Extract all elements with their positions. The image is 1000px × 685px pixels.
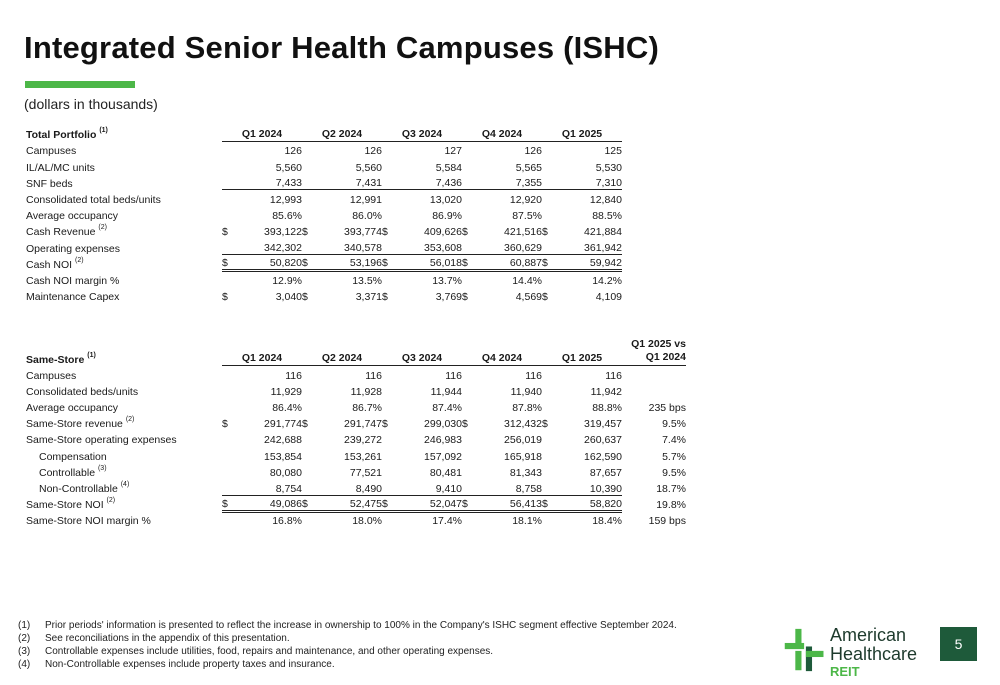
row-label: SNF beds [26,177,73,190]
table-row [26,366,686,382]
green-cross-logo-icon [783,627,827,673]
table-cell: 11,940 [510,385,542,398]
quarter-header: Q2 2024 [302,338,382,366]
currency-symbol [542,190,556,206]
table-cell: 87.5% [512,210,542,223]
table-row [26,463,686,479]
table-cell: 14.2% [592,274,622,287]
table-cell: 127 [444,145,462,158]
table-row [26,141,622,157]
table-row [26,414,686,430]
currency-symbol [222,206,236,222]
currency-symbol [302,366,316,382]
row-label: Cash Revenue $^{(2)}$ [26,224,107,239]
table-cell: 4,569 [515,291,542,304]
currency-symbol: $ [382,291,388,304]
currency-symbol [462,238,476,254]
row-label: Same-Store NOI $^{(2)}$ [26,497,116,512]
variance-cell: 5.7% [662,450,686,463]
currency-symbol [462,271,476,287]
row-label: Compensation [39,450,107,463]
table-cell: 12,993 [269,193,302,206]
table-row [26,271,622,287]
currency-symbol [382,238,396,254]
table-cell: 88.8% [592,402,622,415]
currency-symbol [462,430,476,446]
table-cell: 81,343 [509,466,542,479]
table-cell: 125 [604,145,622,158]
currency-symbol [382,430,396,446]
table-cell: 116 [525,369,542,382]
currency-symbol: $ [542,418,548,431]
total-portfolio-header-row [26,125,622,141]
table-cell: 17.4% [432,515,462,528]
currency-symbol [222,174,236,190]
currency-symbol: $ [302,226,308,239]
table-cell: 60,887 [476,255,542,271]
currency-symbol [542,479,556,495]
currency-symbol [462,174,476,190]
currency-symbol [302,511,316,527]
variance-cell: 9.5% [662,418,686,431]
currency-symbol [222,141,236,157]
table-cell: 153,854 [264,450,302,463]
currency-symbol: $ [302,418,308,431]
table-cell: 126 [364,145,382,158]
table-cell: 12,920 [509,193,542,206]
table-cell: 13.5% [352,274,382,287]
table-cell: 56,413 [476,495,542,511]
currency-symbol [302,430,316,446]
currency-symbol: $ [462,495,476,511]
table-cell: 7,431 [316,174,382,190]
same-store-table [26,338,686,527]
table-cell: 16.8% [272,515,302,528]
row-label: Controllable $^{(3)}$ [39,464,107,479]
currency-symbol [542,511,556,527]
table-cell: 13.7% [432,274,462,287]
footnote: (2) See reconciliations in the appendix of this presentation. [18,633,290,644]
currency-symbol [542,238,556,254]
table-cell: 52,047 [396,495,462,511]
currency-symbol [382,463,396,479]
currency-symbol [222,479,236,495]
table-cell: 11,942 [590,385,622,398]
table-cell: 3,040 [275,291,302,304]
table-cell: 5,560 [355,161,382,174]
table-cell: 12,991 [349,193,382,206]
table-cell: 12,840 [589,193,622,206]
currency-symbol [222,398,236,414]
table-cell: 239,272 [344,434,382,447]
row-label: Consolidated beds/units [26,385,139,398]
currency-symbol [382,157,396,173]
variance-cell [622,366,686,382]
currency-symbol [302,206,316,222]
currency-symbol: $ [302,291,308,304]
table-row [26,206,622,222]
currency-symbol [222,190,236,206]
table-cell: 56,018 [396,255,462,271]
row-label: Cash NOI margin % [26,274,120,287]
table-cell: 4,109 [595,291,622,304]
currency-symbol [542,463,556,479]
table-row [26,287,622,303]
table-cell: 77,521 [349,466,382,479]
table-row [26,190,622,206]
currency-symbol: $ [222,495,236,511]
currency-symbol [542,271,556,287]
currency-symbol: $ [462,226,468,239]
row-label: Operating expenses [26,242,120,255]
quarter-header: Q3 2024 [382,338,462,366]
currency-symbol [382,398,396,414]
currency-symbol [302,463,316,479]
table-cell: 80,080 [269,466,302,479]
table-row [26,174,622,190]
table-cell: 421,516 [504,226,542,239]
currency-symbol: $ [222,226,228,239]
table-cell: 157,092 [424,450,462,463]
currency-symbol [462,382,476,398]
currency-symbol [542,141,556,157]
currency-symbol [542,398,556,414]
table-cell: 58,820 [556,495,622,511]
table-cell: 3,769 [435,291,462,304]
quarter-header: Q1 2024 [222,338,302,366]
table-cell: 291,747 [344,418,382,431]
table-cell: 299,030 [424,418,462,431]
currency-symbol [542,382,556,398]
currency-symbol: $ [222,418,228,431]
table-cell: 340,578 [316,238,382,254]
currency-symbol [462,206,476,222]
currency-symbol [302,446,316,462]
currency-symbol [222,382,236,398]
table-cell: 7,433 [236,174,302,190]
currency-symbol [462,446,476,462]
table-cell: 18.4% [592,515,622,528]
currency-symbol [462,190,476,206]
variance-cell: 18.7% [656,483,686,495]
currency-symbol: $ [462,418,468,431]
table-cell: 246,983 [424,434,462,447]
quarter-header: Q4 2024 [462,338,542,366]
table-cell: 361,942 [556,238,622,254]
currency-symbol [462,141,476,157]
footnote: (3) Controllable expenses include utilities, food, repairs and maintenance, and other operating expenses. [18,646,494,657]
total-portfolio-header: Total Portfolio $^{(1)}$ [26,127,108,142]
currency-symbol [222,366,236,382]
row-label: Campuses [26,145,77,158]
table-cell: 8,490 [316,479,382,495]
quarter-header: Q1 2024 [222,125,302,141]
table-row [26,446,686,462]
currency-symbol [302,271,316,287]
table-cell: 5,530 [595,161,622,174]
table-cell: 8,754 [236,479,302,495]
table-cell: 7,355 [476,174,542,190]
title-accent-bar [25,81,135,88]
table-cell: 242,688 [264,434,302,447]
table-cell: 162,590 [584,450,622,463]
total-portfolio-table [26,125,622,303]
currency-symbol: $ [542,291,548,304]
table-cell: 260,637 [584,434,622,447]
currency-symbol: $ [382,495,396,511]
currency-symbol: $ [302,495,316,511]
currency-symbol [462,366,476,382]
table-cell: 116 [365,369,382,382]
page-title: Integrated Senior Health Campuses (ISHC) [24,30,660,65]
company-logo-text: American Healthcare REIT [830,625,918,679]
currency-symbol [222,157,236,173]
table-row [26,382,686,398]
table-cell: 18.0% [352,515,382,528]
table-cell: 8,758 [476,479,542,495]
footnote: (1) Prior periods' information is presented to reflect the increase in ownership to 100% in the Company's ISHC segment effective September 2024. [18,620,677,631]
currency-symbol [302,157,316,173]
table-cell: 3,371 [355,291,382,304]
table-cell: 9,410 [396,479,462,495]
currency-symbol: $ [382,418,388,431]
currency-symbol [462,463,476,479]
table-cell: 7,310 [556,174,622,190]
table-cell: 256,019 [504,434,542,447]
currency-symbol: $ [542,255,556,271]
row-label: Same-Store operating expenses [26,434,177,447]
quarter-header: Q3 2024 [382,125,462,141]
same-store-header: Same-Store $^{(1)}$ [26,351,96,366]
variance-cell: 159 bps [648,515,686,528]
table-row [26,222,622,238]
table-cell: 59,942 [556,255,622,271]
footnote: (4) Non-Controllable expenses include property taxes and insurance. [18,659,335,670]
table-cell: 53,196 [316,255,382,271]
table-cell: 153,261 [344,450,382,463]
currency-symbol [302,398,316,414]
table-cell: 312,432 [504,418,542,431]
table-cell: 10,390 [556,479,622,495]
table-cell: 342,302 [236,238,302,254]
currency-symbol [542,157,556,173]
variance-cell: 19.8% [656,499,686,512]
currency-symbol [542,430,556,446]
currency-symbol [302,479,316,495]
currency-symbol [462,157,476,173]
table-cell: 319,457 [584,418,622,431]
currency-symbol: $ [542,495,556,511]
table-cell: 5,565 [515,161,542,174]
table-cell: 360,629 [476,238,542,254]
currency-symbol [222,511,236,527]
table-row [26,255,622,271]
table-cell: 87,657 [589,466,622,479]
currency-symbol [542,206,556,222]
quarter-header: Q1 2025 [542,338,622,366]
table-row [26,157,622,173]
currency-symbol [302,382,316,398]
quarter-header: Q1 2025 [542,125,622,141]
table-cell: 14.4% [512,274,542,287]
currency-symbol [382,206,396,222]
table-row [26,238,622,254]
table-cell: 409,626 [424,226,462,239]
row-label: Same-Store revenue $^{(2)}$ [26,416,135,431]
table-cell: 13,020 [429,193,462,206]
table-cell: 421,884 [584,226,622,239]
currency-symbol [302,174,316,190]
table-cell: 86.0% [352,210,382,223]
row-label: Same-Store NOI margin % [26,515,151,528]
footnotes [18,619,677,671]
currency-symbol [382,511,396,527]
table-cell: 393,122 [264,226,302,239]
row-label: Maintenance Capex [26,291,120,304]
table-cell: 87.4% [432,402,462,415]
table-cell: 86.9% [432,210,462,223]
currency-symbol [302,190,316,206]
quarter-header: Q2 2024 [302,125,382,141]
table-cell: 88.5% [592,210,622,223]
table-cell: 11,928 [350,385,382,398]
currency-symbol: $ [542,226,548,239]
table-cell: 18.1% [512,515,542,528]
table-cell: 5,584 [435,161,462,174]
currency-symbol: $ [222,255,236,271]
row-label: Cash NOI $^{(2)}$ [26,256,84,271]
table-cell: 50,820 [236,255,302,271]
currency-symbol [222,446,236,462]
table-cell: 116 [445,369,462,382]
table-cell: 116 [605,369,622,382]
currency-symbol [382,366,396,382]
currency-symbol: $ [382,255,396,271]
row-label: Non-Controllable $^{(4)}$ [39,481,130,495]
table-cell: 86.7% [352,402,382,415]
currency-symbol [542,446,556,462]
table-row [26,430,686,446]
currency-symbol [382,382,396,398]
row-label: Campuses [26,369,77,382]
row-label: Average occupancy [26,402,119,415]
table-cell: 86.4% [272,402,302,415]
variance-cell: 7.4% [662,434,686,447]
variance-cell [622,382,686,398]
currency-symbol [222,430,236,446]
currency-symbol [302,238,316,254]
currency-symbol [542,174,556,190]
page-subtitle: (dollars in thousands) [24,96,158,112]
currency-symbol: $ [302,255,316,271]
table-cell: 165,918 [504,450,542,463]
currency-symbol [382,446,396,462]
table-cell: 12.9% [272,274,302,287]
table-cell: 11,944 [430,385,462,398]
row-label: IL/AL/MC units [26,161,95,174]
currency-symbol: $ [462,291,468,304]
variance-header: Q1 2025 vs Q1 2024 [622,338,686,366]
table-row [26,495,686,511]
table-cell: 353,608 [396,238,462,254]
table-cell: 393,774 [344,226,382,239]
same-store-header-row [26,338,686,366]
currency-symbol [222,271,236,287]
table-cell: 7,436 [396,174,462,190]
table-row [26,511,686,527]
table-cell: 5,560 [275,161,302,174]
table-cell: 87.8% [512,402,542,415]
currency-symbol [382,174,396,190]
table-cell: 52,475 [316,495,382,511]
currency-symbol: $ [222,291,228,304]
table-cell: 126 [524,145,542,158]
currency-symbol [302,141,316,157]
quarter-header: Q4 2024 [462,125,542,141]
table-cell: 126 [284,145,302,158]
page-number: 5 [940,627,977,661]
currency-symbol [382,141,396,157]
table-row [26,398,686,414]
row-label: Average occupancy [26,210,119,223]
variance-cell: 235 bps [648,402,686,415]
currency-symbol [382,190,396,206]
row-label: Consolidated total beds/units [26,193,161,206]
table-cell: 85.6% [272,210,302,223]
table-row [26,479,686,495]
currency-symbol [382,271,396,287]
currency-symbol [382,479,396,495]
currency-symbol [462,511,476,527]
currency-symbol: $ [382,226,388,239]
currency-symbol [462,398,476,414]
currency-symbol [222,463,236,479]
currency-symbol [222,238,236,254]
table-cell: 291,774 [264,418,302,431]
table-cell: 11,929 [270,385,302,398]
table-cell: 49,086 [236,495,302,511]
variance-cell: 9.5% [662,466,686,479]
currency-symbol [462,479,476,495]
table-cell: 80,481 [429,466,462,479]
table-cell: 116 [285,369,302,382]
currency-symbol: $ [462,255,476,271]
currency-symbol [542,366,556,382]
